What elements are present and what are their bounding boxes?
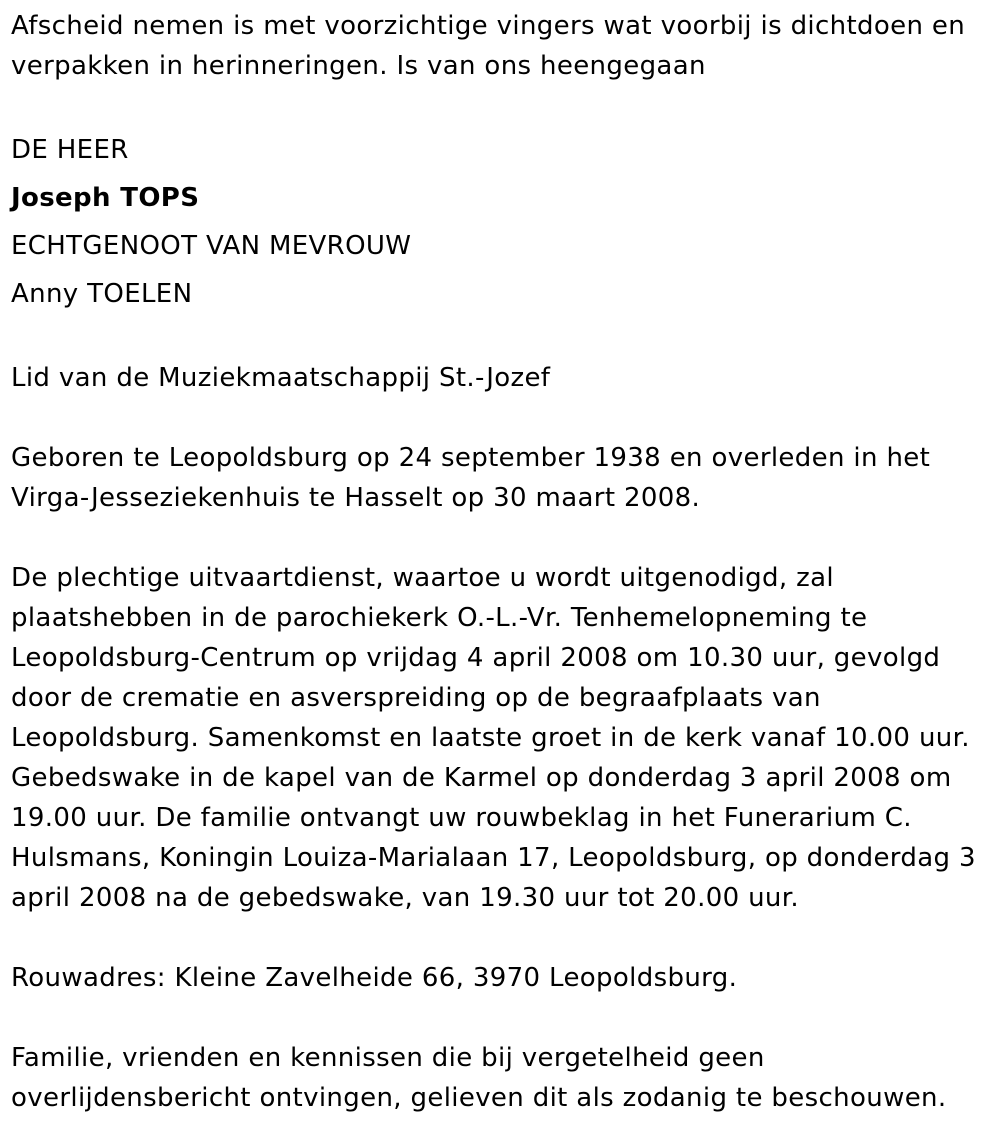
spacer <box>11 998 986 1038</box>
funeral-line: 19.00 uur. De familie ontvangt uw rouwbeklag in het Funerarium C. <box>11 803 912 833</box>
closing-paragraph <box>11 1038 986 1118</box>
funeral-line: De plechtige uitvaartdienst, waartoe u wordt uitgenodigd, zal <box>11 563 834 593</box>
membership-line: Lid van de Muziekmaatschappij St.-Jozef <box>11 363 551 393</box>
funeral-line: Gebedswake in de kapel van de Karmel op donderdag 3 april 2008 om <box>11 763 952 793</box>
birth-death-paragraph <box>11 438 986 518</box>
intro-line: Afscheid nemen is met voorzichtige vingers wat voorbij is dichtdoen en <box>11 11 966 41</box>
funeral-line: door de crematie en asverspreiding op de begraafplaats van <box>11 683 821 713</box>
relation-label: ECHTGENOOT VAN MEVROUW <box>11 231 412 261</box>
obituary-document <box>11 6 986 1118</box>
spacer <box>11 918 986 958</box>
mourning-address: Rouwadres: Kleine Zavelheide 66, 3970 Leopoldsburg. <box>11 963 738 993</box>
closing-line: Familie, vrienden en kennissen die bij vergetelheid geen <box>11 1043 765 1073</box>
intro-paragraph <box>11 6 986 86</box>
funeral-line: Leopoldsburg. Samenkomst en laatste groet in de kerk vanaf 10.00 uur. <box>11 723 970 753</box>
birth-death-line: Geboren te Leopoldsburg op 24 september 1938 en overleden in het <box>11 443 931 473</box>
spouse-name: Anny TOELEN <box>11 279 193 309</box>
closing-line: overlijdensbericht ontvingen, gelieven dit als zodanig te beschouwen. <box>11 1083 947 1113</box>
spacer <box>11 86 986 126</box>
honorific-title: DE HEER <box>11 135 129 165</box>
intro-line: verpakken in herinneringen. Is van ons heengegaan <box>11 51 706 81</box>
funeral-line: april 2008 na de gebedswake, van 19.30 uur tot 20.00 uur. <box>11 883 800 913</box>
spacer <box>11 318 986 358</box>
birth-death-line: Virga-Jesseziekenhuis te Hasselt op 30 maart 2008. <box>11 483 701 513</box>
funeral-line: plaatshebben in de parochiekerk O.-L.-Vr. Tenhemelopneming te <box>11 603 868 633</box>
spacer <box>11 518 986 558</box>
funeral-paragraph <box>11 558 986 918</box>
deceased-name: Joseph TOPS <box>11 183 200 213</box>
deceased-block <box>11 126 986 318</box>
spacer <box>11 398 986 438</box>
funeral-line: Leopoldsburg-Centrum op vrijdag 4 april 2008 om 10.30 uur, gevolgd <box>11 643 941 673</box>
funeral-line: Hulsmans, Koningin Louiza-Marialaan 17, Leopoldsburg, op donderdag 3 <box>11 843 976 873</box>
